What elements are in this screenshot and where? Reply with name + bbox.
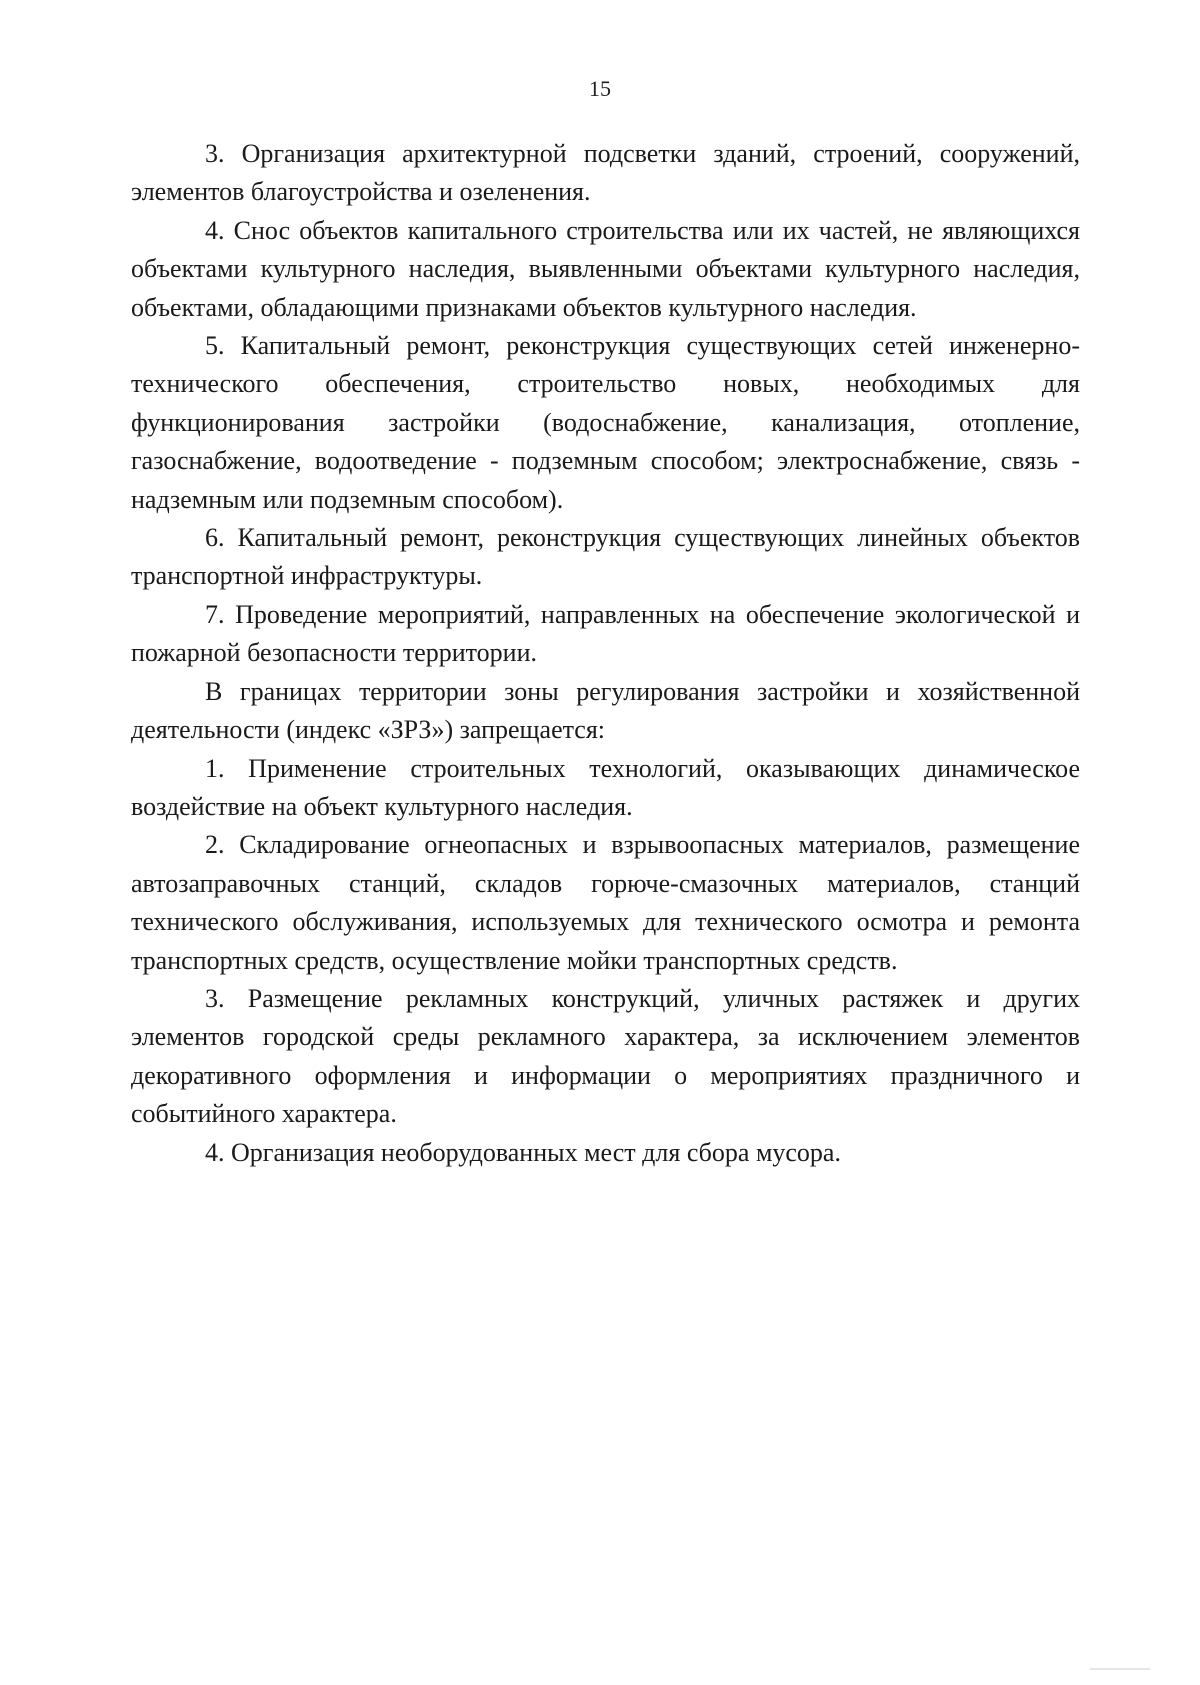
paragraph-dynamic-impact: 1. Применение строительных технологий, оказывающих динамическое воздействие на объект культурного наследия.: [131, 753, 1080, 821]
scan-artifact: [1090, 1668, 1150, 1670]
paragraph-waste-collection: 4. Организация необорудованных мест для сбора мусора.: [205, 1137, 841, 1167]
paragraph-hazardous-materials: 2. Складирование огнеопасных и взрывоопасных материалов, размещение автозаправочных станций, складов горюче-смазочных материалов, станций технического обслуживания, используемых для технического осмотра и ремонта транспортных средств, осуществление мойки транспортных средств.: [131, 830, 1080, 975]
page-number: 15: [589, 76, 611, 101]
paragraph-demolition: 4. Снос объектов капитального строительства или их частей, не являющихся объектами культурного наследия, выявленными объектами культурного наследия, объектами, обладающими признаками объектов культурного наследия.: [131, 215, 1080, 322]
paragraph-engineering-networks: 5. Капитальный ремонт, реконструкция существующих сетей инженерно-технического обеспечения, строительство новых, необходимых для функционирования застройки (водоснабжение, канализация, отопление, газоснабжение, водоотведение - подземным способом; электроснабжение, связь - надземным или подземным способом).: [131, 331, 1080, 514]
paragraph-advertising: 3. Размещение рекламных конструкций, уличных растяжек и других элементов городской среды рекламного характера, за исключением элементов декоративного оформления и информации о мероприятиях праздничного и событийного характера.: [131, 983, 1080, 1129]
paragraph-safety-measures: 7. Проведение мероприятий, направленных на обеспечение экологической и пожарной безопасности территории.: [131, 599, 1080, 668]
document-body: [131, 135, 1080, 1172]
paragraph-architectural-lighting: 3. Организация архитектурной подсветки зданий, строений, сооружений, элементов благоустройства и озеленения.: [131, 139, 1080, 207]
paragraph-transport-infrastructure: 6. Капитальный ремонт, реконструкция существующих линейных объектов транспортной инфраструктуры.: [131, 523, 1080, 591]
paragraph-prohibitions-intro: В границах территории зоны регулирования застройки и хозяйственной деятельности (индекс «ЗРЗ») запрещается:: [131, 676, 1080, 745]
